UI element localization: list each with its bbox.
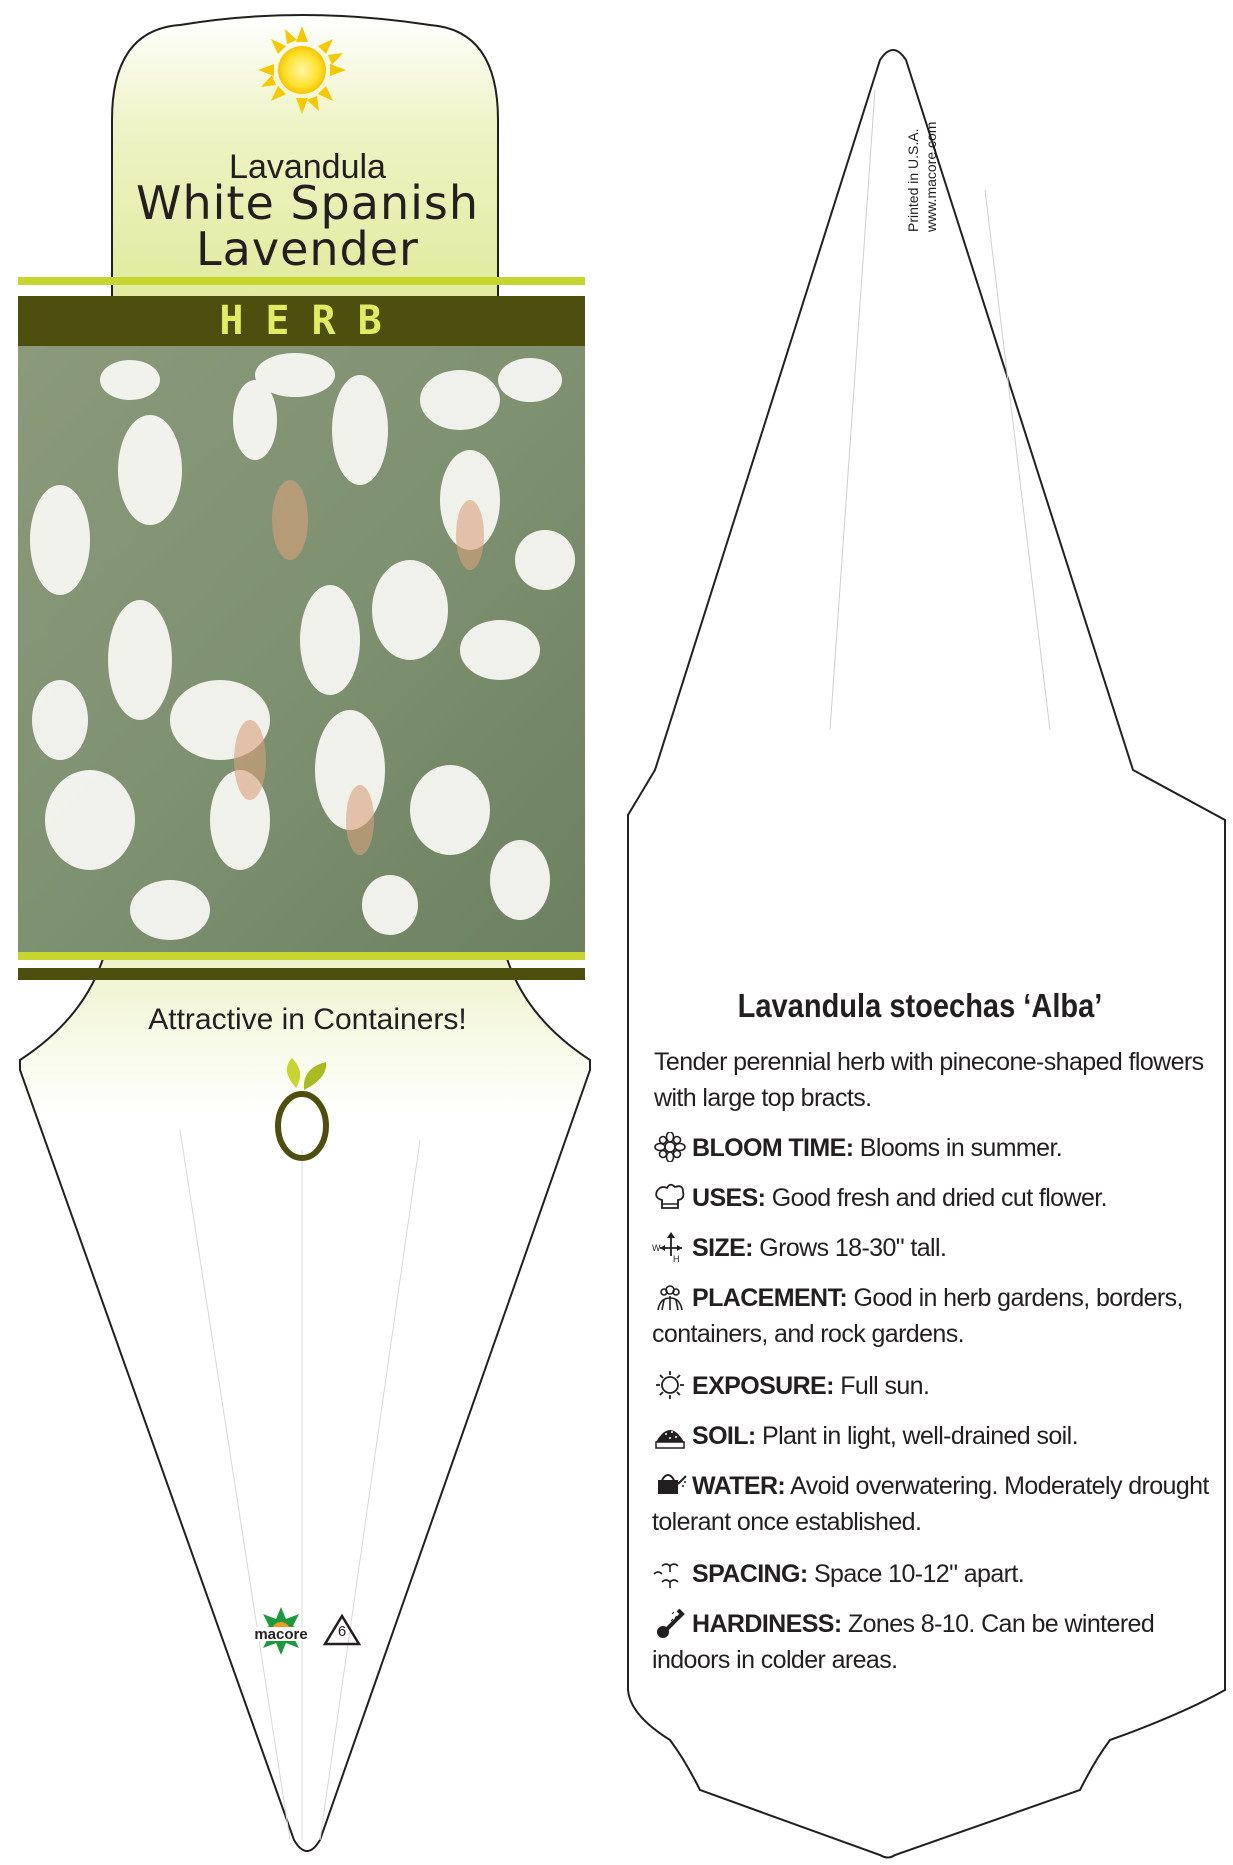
- care-text: Full sun.: [840, 1372, 930, 1400]
- care-placement: [652, 1280, 1218, 1352]
- printed-info: [905, 95, 939, 235]
- recycle-code: 6: [337, 1623, 347, 1640]
- common-name-line1: White Spanish: [135, 176, 480, 230]
- care-text: Plant in light, well-drained soil.: [762, 1422, 1078, 1450]
- genus-name: Lavandula: [229, 148, 386, 186]
- chef-hat-icon: [652, 1182, 688, 1212]
- care-spacing: [652, 1556, 1218, 1592]
- printed-line2: www.macore.com: [923, 121, 939, 232]
- care-text: Avoid overwatering. Moderately drought tolerant once established.: [652, 1472, 1209, 1536]
- care-uses: [652, 1180, 1218, 1216]
- lime-rule-bottom: [18, 952, 585, 960]
- lime-rule-top: [18, 277, 585, 285]
- spacing-icon: [652, 1558, 688, 1588]
- care-label: WATER:: [692, 1472, 786, 1500]
- category-band: HERB: [18, 296, 585, 346]
- botanical-name: Lavandula stoechas ‘Alba’: [737, 987, 1103, 1024]
- sun-outline-icon: [652, 1370, 688, 1400]
- placement-icon: [652, 1282, 688, 1312]
- printed-line1: Printed in U.S.A.: [905, 128, 921, 232]
- description: Tender perennial herb with pinecone-shaped flowers with large top bracts.: [654, 1048, 1204, 1112]
- care-text: Blooms in summer.: [859, 1134, 1063, 1162]
- care-label: USES:: [692, 1184, 766, 1212]
- care-text: Grows 18-30" tall.: [759, 1234, 947, 1262]
- dark-rule-bottom: [18, 968, 585, 980]
- care-label: PLACEMENT:: [692, 1284, 848, 1312]
- watering-can-icon: [652, 1470, 688, 1500]
- care-label: SPACING:: [692, 1560, 808, 1588]
- svg-text:H: H: [673, 1254, 679, 1262]
- recycle-symbol: [322, 1613, 362, 1652]
- care-bloom-time: [652, 1130, 1218, 1166]
- care-label: SOIL:: [692, 1422, 756, 1450]
- care-water: [652, 1468, 1218, 1540]
- sun-icon: [258, 26, 346, 114]
- care-hardiness: [652, 1606, 1218, 1678]
- common-name-line2: Lavender: [196, 222, 419, 276]
- care-label: EXPOSURE:: [692, 1372, 834, 1400]
- care-soil: [652, 1418, 1218, 1454]
- height-width-icon: [652, 1232, 688, 1262]
- care-label: BLOOM TIME:: [692, 1134, 854, 1162]
- care-exposure: [652, 1368, 1218, 1404]
- brand-name: macore: [254, 1626, 308, 1643]
- care-text: Zones 8-10. Can be wintered indoors in colder areas.: [652, 1610, 1155, 1674]
- care-text: Good in herb gardens, borders, containers, and rock gardens.: [652, 1284, 1183, 1348]
- tagline: Attractive in Containers!: [148, 1003, 467, 1036]
- care-size: [652, 1230, 1218, 1266]
- flower-icon: [652, 1132, 688, 1162]
- care-text: Space 10-12" apart.: [813, 1560, 1025, 1588]
- care-label: HARDINESS:: [692, 1610, 842, 1638]
- svg-text:W: W: [652, 1243, 660, 1253]
- care-label: SIZE:: [692, 1234, 753, 1262]
- macore-logo: [245, 1605, 317, 1666]
- care-text: Good fresh and dried cut flower.: [771, 1184, 1107, 1212]
- thermometer-icon: [652, 1608, 688, 1638]
- common-name: [20, 176, 595, 276]
- plant-photo: [18, 346, 585, 952]
- soil-icon: [652, 1420, 688, 1450]
